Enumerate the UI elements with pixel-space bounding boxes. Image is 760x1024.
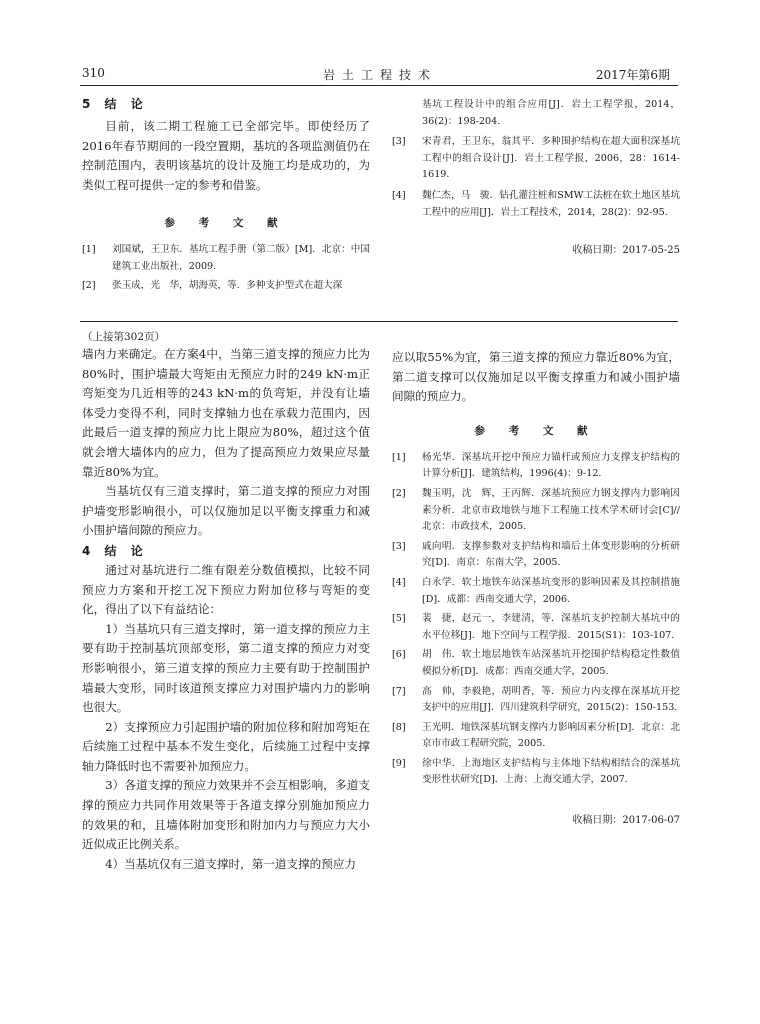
references-heading: 参 考 文 献	[474, 424, 598, 437]
top-references-left	[82, 242, 370, 294]
article-divider	[80, 321, 678, 322]
reference-item: [4] 白永学．软土地铁车站深基坑变形的影响因素及其控制措施[D]．成都：西南交通大学，2006.	[392, 576, 680, 605]
conclusion-item: 3）各道支撑的预应力效果并不会互相影响，多道支撑的预应力共同作用效果等于各道支撑分别施加预应力的效果的和，且墙体附加变形和附加内力与预应力大小近似成正比例关系。	[82, 778, 370, 852]
body-paragraph: 应以取55%为宜，第三道支撑的预应力靠近80%为宜，第二道支撑可以仅施加足以平衡支撑重力和减小围护墙间隙的预应力。	[392, 350, 680, 404]
journal-title: 岩土工程技术	[322, 68, 437, 82]
bottom-references	[392, 450, 680, 789]
top-right-column	[392, 97, 680, 256]
reference-continuation: 基坑工程设计中的组合应用[J]．岩土工程学报，2014，36(2)：198-204.	[422, 99, 680, 127]
reference-item: [4] 魏仁杰，马 骏．钻孔灌注桩和SMW工法桩在软土地区基坑工程中的应用[J]．岩土工程技术，2014，28(2)：92-95.	[392, 189, 680, 218]
section-title-conclusion: 5 结 论	[82, 97, 148, 111]
reference-item: [6] 胡 伟．软土地层地铁车站深基坑开挖围护结构稳定性数值模拟分析[D]．成都：西南交通大学，2005.	[392, 649, 680, 677]
body-paragraph: 通过对基坑进行二维有限差分数值模拟，比较不同预应力方案和开挖工况下预应力附加位移与弯矩的变化，得出了以下有益结论：	[82, 562, 370, 617]
reference-item: [1] 杨光华．深基坑开挖中预应力锚杆或预应力支撑支护结构的计算分析[J]．建筑结构，1996(4)：9-12.	[392, 451, 680, 480]
received-date: 收稿日期：2017-05-25	[572, 245, 680, 257]
body-paragraph: 墙内力来确定。在方案4中，当第三道支撑的预应力比为80%时，围护墙最大弯矩由无预应力时的249 kN·m正弯矩变为几近相等的243 kN·m的负弯矩，并没有让墙体受力变得不利，同时支撑轴力也在承载力范围内，因此最后一道支撑的预应力比上限应为80%，超过这个值就会增大墙体内的应力，但为了提高预应力效果应尽量靠近80%为宜。	[82, 347, 370, 479]
continued-from-note: （上接第302页）	[82, 331, 166, 343]
top-left-column	[82, 94, 370, 294]
conclusion-item: 2）支撑预应力引起围护墙的附加位移和附加弯矩在后续施工过程中基本不发生变化，后续施工过程中支撑轴力降低时也不需要补加预应力。	[82, 719, 370, 773]
conclusion-item: 1）当基坑只有三道支撑时，第一道支撑的预应力主要有助于控制基坑顶部变形，第二道支撑的预应力对变形影响很小，第三道支撑的预应力主要有助于控制围护墙最大变形，同时该道预支撑应力对围护墙内力的影响也很大。	[82, 621, 370, 715]
reference-item: [2] 张玉成，光 华，胡海英，等．多种支护型式在超大深	[82, 279, 343, 291]
section-title-conclusion: 4 结 论	[82, 543, 148, 558]
header-rule	[80, 85, 678, 86]
received-date: 收稿日期：2017-06-07	[572, 815, 680, 827]
issue-label: 2017年第6期	[595, 68, 670, 82]
reference-item: [7] 高 帅，李毅艳，胡明香，等．预应力内支撑在深基坑开挖支护中的应用[J]．四川建筑科学研究，2015(2)：150-153.	[392, 685, 680, 714]
bottom-left-column	[82, 329, 370, 874]
reference-item: [3] 戚向明．支撑参数对支护结构和墙后土体变形影响的分析研究[D]．南京：东南大学，2005.	[392, 540, 680, 569]
reference-item: [3] 宋青君，王卫东，翁其平．多种围护结构在超大面积深基坑工程中的组合设计[J]．岩土工程学报，2006，28：1614-1619.	[392, 136, 680, 181]
conclusion-item: 4）当基坑仅有三道支撑时，第一道支撑的预应力	[105, 856, 357, 871]
reference-item: [5] 裴 捷，赵元一，李建清，等．深基坑支护控制大基坑中的水平位移[J]．地下空间与工程学报．2015(S1)：103-107.	[392, 613, 680, 641]
reference-item: [1] 刘国斌，王卫东．基坑工程手册（第二版）[M]．北京：中国建筑工业出版社，2009.	[82, 244, 370, 272]
conclusion-paragraph: 目前，该二期工程施工已全部完毕。即使经历了2016年春节期间的一段空置期，基坑的各项监测值仍在控制范围内，表明该基坑的设计及施工均是成功的，为类似工程可提供一定的参考和借鉴。	[82, 119, 370, 192]
page-number: 310	[82, 66, 105, 80]
references-heading: 参 考 文 献	[164, 217, 288, 230]
reference-item: [8] 王光明．地铁深基坑钢支撑内力影响因素分析[D]．北京：北京市市政工程研究院，2005.	[392, 721, 680, 750]
bottom-right-column	[392, 348, 680, 826]
reference-item: [9] 徐中华．上海地区支护结构与主体地下结构相结合的深基坑变形性状研究[D]．上海：上海交通大学，2007.	[392, 757, 680, 786]
reference-item: [2] 魏玉明，沈 辉，王丙辉．深基坑预应力钢支撑内力影响因素分析．北京市政地铁与地下工程施工技术学术研讨会[C]//北京：市政技术，2005.	[392, 487, 680, 533]
body-paragraph: 当基坑仅有三道支撑时，第二道支撑的预应力对围护墙变形影响很小，可以仅施加足以平衡支撑重力和减小围护墙间隙的预应力。	[82, 484, 370, 538]
